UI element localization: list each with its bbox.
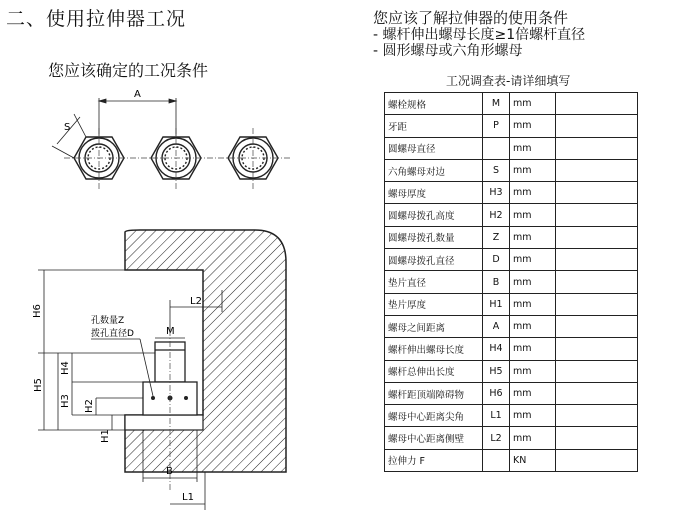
param-symbol-cell: M (483, 93, 510, 115)
param-value-cell[interactable] (556, 204, 638, 226)
label-S: S (64, 122, 71, 133)
label-H1: H1 (100, 429, 111, 443)
param-value-cell[interactable] (556, 382, 638, 404)
label-H5: H5 (33, 378, 44, 392)
param-unit-cell: mm (510, 338, 556, 360)
param-symbol-cell: B (483, 271, 510, 293)
param-name-cell: 螺母之间距离 (385, 315, 483, 337)
param-symbol-cell: Z (483, 226, 510, 248)
param-unit-cell: KN (510, 449, 556, 471)
param-name-cell: 垫片直径 (385, 271, 483, 293)
param-value-cell[interactable] (556, 427, 638, 449)
param-unit-cell: mm (510, 204, 556, 226)
param-unit-cell: mm (510, 315, 556, 337)
param-value-cell[interactable] (556, 137, 638, 159)
dimension-S (52, 114, 86, 158)
table-row (385, 427, 638, 449)
param-symbol-cell: L2 (483, 427, 510, 449)
table-row (385, 293, 638, 315)
param-symbol-cell: H3 (483, 182, 510, 204)
param-unit-cell: mm (510, 115, 556, 137)
param-name-cell: 拉伸力 F (385, 449, 483, 471)
table-row (385, 159, 638, 181)
table-row (385, 226, 638, 248)
param-symbol-cell: S (483, 159, 510, 181)
table-row (385, 249, 638, 271)
param-value-cell[interactable] (556, 182, 638, 204)
param-symbol-cell (483, 137, 510, 159)
table-row (385, 315, 638, 337)
param-symbol-cell: H1 (483, 293, 510, 315)
param-symbol-cell: H4 (483, 338, 510, 360)
param-symbol-cell: A (483, 315, 510, 337)
left-subtitle: 您应该确定的工况条件 (48, 61, 209, 80)
param-unit-cell: mm (510, 427, 556, 449)
table-row (385, 382, 638, 404)
label-H6: H6 (32, 304, 43, 318)
table-row (385, 405, 638, 427)
label-A: A (134, 89, 141, 100)
param-symbol-cell: L1 (483, 405, 510, 427)
param-value-cell[interactable] (556, 115, 638, 137)
param-name-cell: 牙距 (385, 115, 483, 137)
label-H3: H3 (60, 394, 71, 408)
washer (125, 415, 203, 430)
param-symbol-cell (483, 449, 510, 471)
param-value-cell[interactable] (556, 293, 638, 315)
param-name-cell: 圆螺母直径 (385, 137, 483, 159)
param-symbol-cell: H5 (483, 360, 510, 382)
condition-survey-table (384, 92, 638, 472)
param-value-cell[interactable] (556, 338, 638, 360)
label-B: B (166, 466, 173, 477)
param-name-cell: 螺栓规格 (385, 93, 483, 115)
param-unit-cell: mm (510, 249, 556, 271)
param-value-cell[interactable] (556, 315, 638, 337)
param-name-cell: 螺杆距顶端障碍物 (385, 382, 483, 404)
param-name-cell: 圆螺母拨孔数量 (385, 226, 483, 248)
param-value-cell[interactable] (556, 271, 638, 293)
param-name-cell: 垫片厚度 (385, 293, 483, 315)
param-unit-cell: mm (510, 226, 556, 248)
param-value-cell[interactable] (556, 249, 638, 271)
param-unit-cell: mm (510, 137, 556, 159)
bullet-stud-length: - 螺杆伸出螺母长度≥1倍螺杆直径 (373, 27, 586, 43)
param-unit-cell: mm (510, 293, 556, 315)
label-hole-diameter: 拨孔直径D (91, 329, 134, 339)
param-name-cell: 螺母中心距离侧壁 (385, 427, 483, 449)
right-title: 您应该了解拉伸器的使用条件 (373, 9, 569, 27)
param-unit-cell: mm (510, 360, 556, 382)
table-row (385, 182, 638, 204)
param-name-cell: 圆螺母拨孔直径 (385, 249, 483, 271)
dimension-A (99, 98, 176, 136)
label-H4: H4 (60, 361, 71, 375)
param-symbol-cell: H2 (483, 204, 510, 226)
label-M: M (166, 326, 175, 337)
section-title: 二、使用拉伸器工况 (6, 8, 187, 30)
table-row (385, 137, 638, 159)
label-hole-count: 孔数量Z (91, 316, 125, 326)
param-symbol-cell: D (483, 249, 510, 271)
obstacle-wall (125, 230, 286, 472)
param-name-cell: 螺母中心距离尖角 (385, 405, 483, 427)
param-unit-cell: mm (510, 405, 556, 427)
param-name-cell: 螺杆总伸出长度 (385, 360, 483, 382)
param-name-cell: 圆螺母拨孔高度 (385, 204, 483, 226)
table-row (385, 93, 638, 115)
param-name-cell: 六角螺母对边 (385, 159, 483, 181)
table-row (385, 360, 638, 382)
bullet-nut-type: - 圆形螺母或六角形螺母 (373, 43, 523, 59)
param-unit-cell: mm (510, 182, 556, 204)
param-symbol-cell: P (483, 115, 510, 137)
table-row (385, 338, 638, 360)
param-value-cell[interactable] (556, 449, 638, 471)
table-row (385, 204, 638, 226)
table-row (385, 271, 638, 293)
table-row (385, 449, 638, 471)
param-value-cell[interactable] (556, 360, 638, 382)
table-row (385, 115, 638, 137)
label-L2: L2 (190, 296, 202, 307)
param-value-cell[interactable] (556, 93, 638, 115)
param-unit-cell: mm (510, 93, 556, 115)
label-L1: L1 (182, 492, 194, 503)
param-name-cell: 螺杆伸出螺母长度 (385, 338, 483, 360)
param-symbol-cell: H6 (483, 382, 510, 404)
param-unit-cell: mm (510, 159, 556, 181)
param-value-cell[interactable] (556, 405, 638, 427)
table-title: 工况调查表-请详细填写 (446, 74, 571, 88)
param-unit-cell: mm (510, 382, 556, 404)
label-H2: H2 (84, 399, 95, 413)
param-name-cell: 螺母厚度 (385, 182, 483, 204)
param-value-cell[interactable] (556, 159, 638, 181)
param-value-cell[interactable] (556, 226, 638, 248)
param-unit-cell: mm (510, 271, 556, 293)
